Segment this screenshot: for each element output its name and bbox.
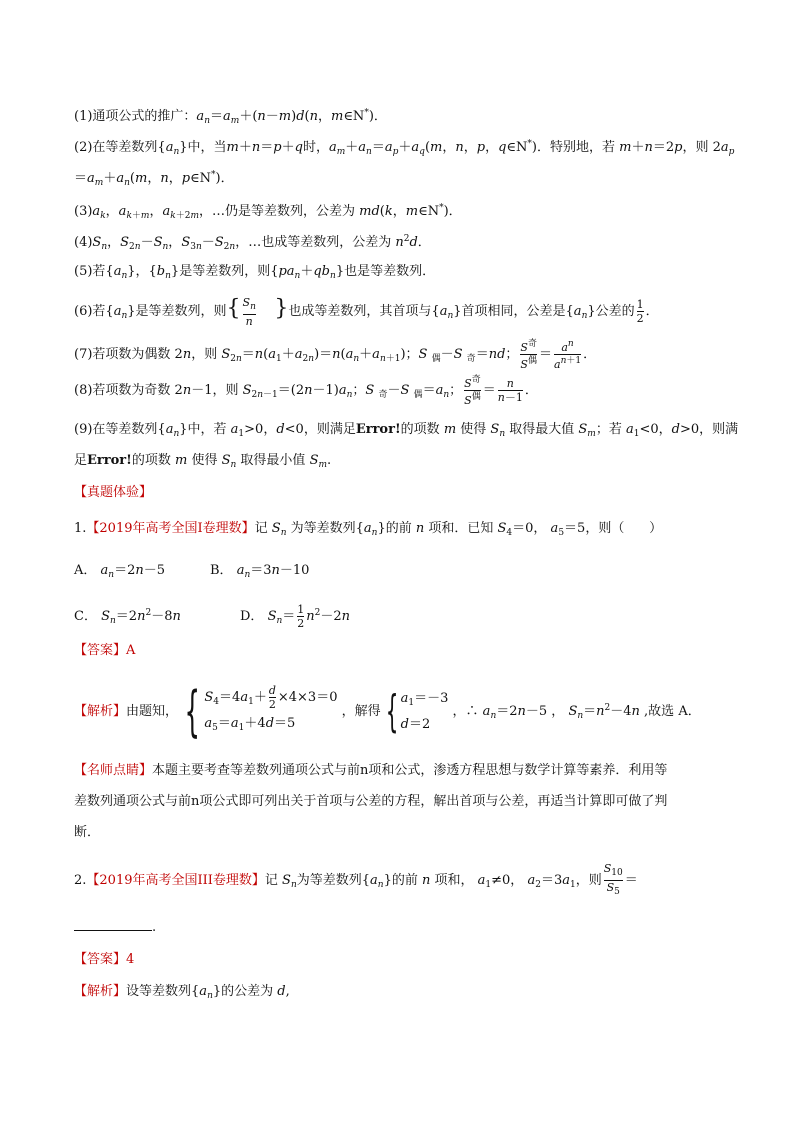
property-4: $(4)S_n$，$S_{2n}-S_n$，$S_{3n}-S_{2n}$，…也成等差数列，公差为 $n^2d$．	[74, 234, 431, 252]
property-9-cont: 足Error!的项数 m 使得 $S_n$ 取得最小值 $S_m$.	[74, 453, 332, 470]
option-a: A． $a_n=2n-5$	[74, 563, 166, 580]
option-c: C． $S_n=2n^2-8n$	[74, 608, 181, 626]
question-2-blank: .	[74, 918, 156, 937]
property-5: (5)若$\{a_n\}$，$\{b_n\}$是等差数列，则$\{pa_n+qb_n\}$也是等差数列．	[74, 264, 436, 281]
question-1-note: 【名师点睛】本题主要考查等差数列通项公式与前n项和公式，渗透方程思想与数学计算等素养．利用等	[74, 763, 668, 778]
question-1-answer: 【答案】A	[74, 643, 136, 658]
question-2-analysis: 【解析】设等差数列$\{a_n\}$的公差为 d,	[74, 984, 290, 1001]
property-1: (1)通项公式的推广：$a_n=a_m+(n-m)d(n$，m∈N*)．	[74, 108, 387, 126]
question-2-answer: 【答案】4	[74, 952, 135, 967]
question-1-source: 【2019年高考全国I卷理数】	[86, 521, 255, 536]
property-7: (7)若项数为偶数 2n，则 $S_{2n}=n(a_1+a_{2n})=n(a_n+a_{n+1})$；S $_偶$－S $_奇$＝nd； $\frac{S^奇}{S^偶}$ ＝ $\frac{a^n}{a^{n+1}}$ ．	[74, 339, 597, 371]
property-6: (6)若$\{a_n\}$是等差数列，则{ $\frac{S_n}{n}$ }也成等差数列，其首项与$\{a_n\}$首项相同，公差是$\{a_n\}$公差的 $\frac{1}{2}$ ．	[74, 295, 659, 328]
option-b: B． $a_n=3n-10$	[210, 563, 310, 580]
property-9: (9)在等差数列$\{a_n\}$中，若 $a_1>0$，d<0，则满足Error!的项数 m 使得 $S_n$ 取得最大值 $S_m$；若 $a_1<0$，d>0，则满	[74, 422, 739, 439]
option-d: D． $S_n=$ $\frac{1}{2}$ $n^2-2n$	[240, 603, 351, 630]
question-1-stem: 1.【2019年高考全国I卷理数】记 $S_n$ 为等差数列$\{a_n\}$的前 n 项和．已知 $S_4=0$， $a_5=5$，则（ ）	[74, 521, 663, 538]
question-1-analysis: 【解析】由题知， { $S_4=4a_1+$ $\frac{d}{2}$ ×4×3＝0 $a_5=a_1+4d=5$ ，解得 { $a_1=-3$ d＝2 ，∴ $a_n=2n-5$ ， $S_n=n^2-4n$ ,故选 A．	[74, 679, 701, 743]
question-1-note-line2: 差数列通项公式与前n项公式即可列出关于首项与公差的方程，解出首项与公差，再适当计算即可做了判	[74, 794, 668, 809]
section-title: 【真题体验】	[74, 485, 153, 500]
question-2-stem: 2.【2019年高考全国III卷理数】记 $S_n$为等差数列$\{a_n\}$的前 n 项和， $a_1\ne 0$， $a_2=3a_1$，则 $\frac{S_{10}}{S_5}$ ＝	[74, 862, 638, 897]
property-3: $(3)a_k$，$a_{k+m}$，$a_{k+2m}$，…仍是等差数列，公差为 md(k，m∈N*)．	[74, 203, 462, 221]
property-2-cont: $=a_m+a_n(m$，n，p∈N*)．	[74, 170, 234, 188]
property-2: (2)在等差数列$\{a_n\}$中，当m＋n＝p＋q时，$a_m+a_n=a_p+a_q(m$，n，p，q∈N*)．特别地，若 m＋n＝2p，则 $2a_p$	[74, 139, 735, 157]
property-8: (8)若项数为奇数 2n－1，则 $S_{2n-1}=(2n-1)a_n$；S $_奇$－S $_偶=a_n$； $\frac{S^奇}{S^偶}$ ＝ $\frac{n}{n-1}$ ．	[74, 375, 538, 407]
question-2-source: 【2019年高考全国III卷理数】	[86, 873, 265, 888]
question-1-note-line3: 断．	[74, 825, 101, 840]
